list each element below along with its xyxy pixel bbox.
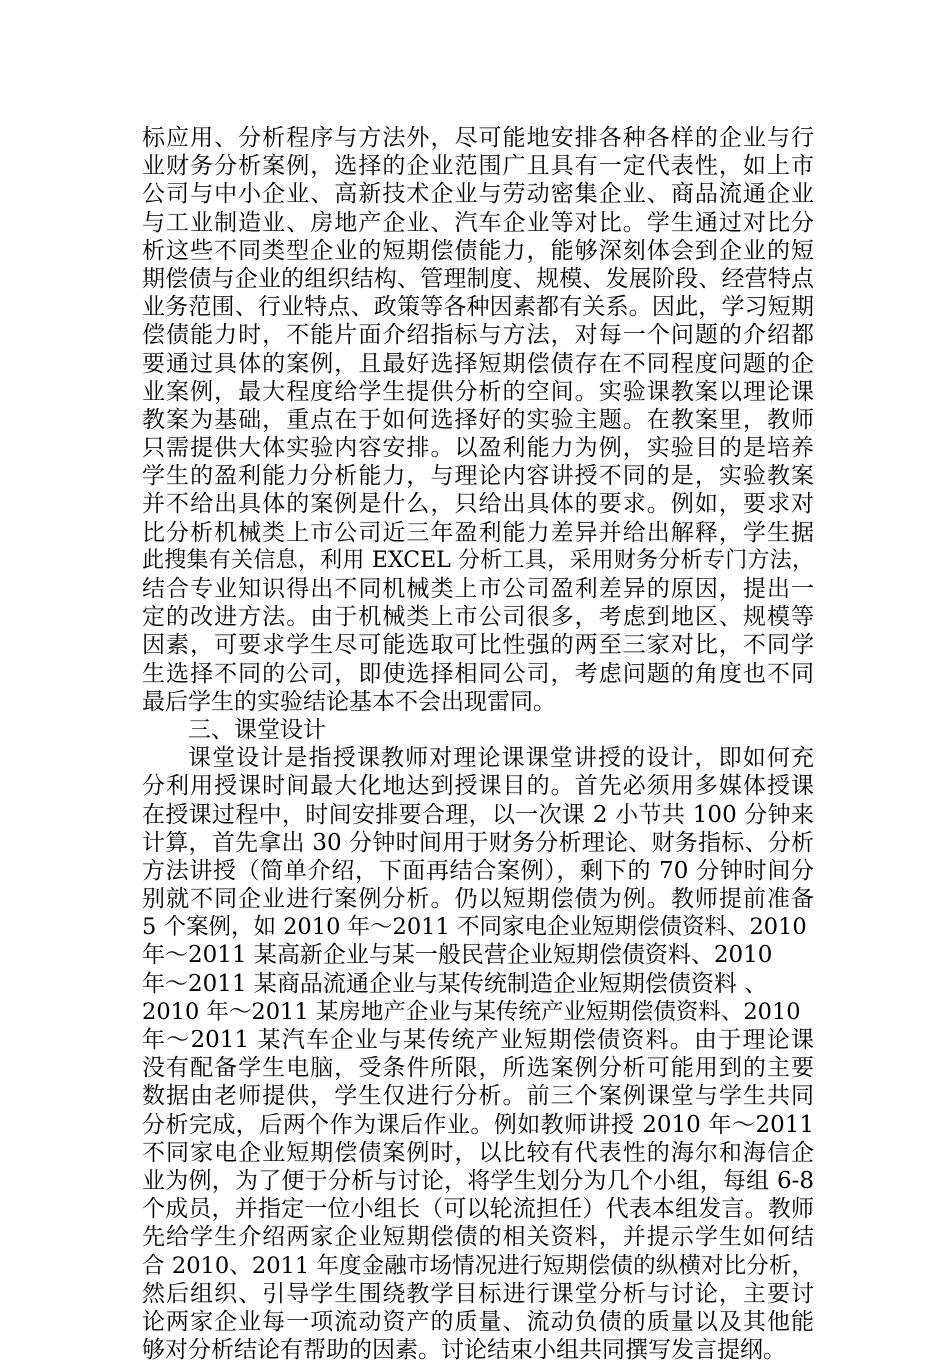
paragraph-line: 期偿债与企业的组织结构、管理制度、规模、发展阶段、经营特点 bbox=[142, 265, 814, 292]
paragraph-line: 因素，可要求学生尽可能选取可比性强的两至三家对比，不同学 bbox=[142, 632, 814, 659]
paragraph-line: 方法讲授（简单介绍，下面再结合案例），剩下的 70 分钟时间分 bbox=[142, 857, 814, 884]
paragraph-2 bbox=[142, 744, 814, 1364]
paragraph-line: 教案为基础，重点在于如何选择好的实验主题。在教案里，教师 bbox=[142, 406, 814, 433]
paragraph-line: 标应用、分析程序与方法外，尽可能地安排各种各样的企业与行 bbox=[142, 125, 814, 151]
paragraph-line: 比分析机械类上市公司近三年盈利能力差异并给出解释，学生据 bbox=[142, 519, 814, 546]
paragraph-line: 在授课过程中，时间安排要合理，以一次课 2 小节共 100 分钟来 bbox=[142, 801, 814, 828]
paragraph-line: 要通过具体的案例，且最好选择短期偿债存在不同程度问题的企 bbox=[142, 350, 814, 377]
paragraph-line: 计算，首先拿出 30 分钟时间用于财务分析理论、财务指标、分析 bbox=[142, 829, 814, 856]
section-heading: 三、课堂设计 bbox=[188, 716, 326, 743]
paragraph-line: 年～2011 某商品流通企业与某传统制造企业短期偿债资料 、 bbox=[142, 970, 768, 997]
paragraph-line: 分析完成，后两个作为课后作业。例如教师讲授 2010 年～2011 bbox=[142, 1111, 814, 1138]
paragraph-line: 年～2011 某高新企业与某一般民营企业短期偿债资料、2010 bbox=[142, 942, 773, 969]
paragraph-line: 业务范围、行业特点、政策等各种因素都有关系。因此，学习短期 bbox=[142, 294, 814, 321]
paragraph-line: 不同家电企业短期偿债案例时，以比较有代表性的海尔和海信企 bbox=[142, 1139, 814, 1166]
paragraph-line: 5 个案例，如 2010 年～2011 不同家电企业短期偿债资料、2010 bbox=[142, 914, 807, 941]
paragraph-line: 课堂设计是指授课教师对理论课课堂讲授的设计，即如何充 bbox=[188, 745, 814, 772]
paragraph-line: 析这些不同类型企业的短期偿债能力，能够深刻体会到企业的短 bbox=[142, 237, 814, 264]
paragraph-line: 偿债能力时，不能片面介绍指标与方法，对每一个问题的介绍都 bbox=[142, 322, 814, 349]
paragraph-line: 合 2010、2011 年度金融市场情况进行短期偿债的纵横对比分析， bbox=[142, 1252, 814, 1279]
paragraph-line: 业财务分析案例，选择的企业范围广且具有一定代表性，如上市 bbox=[142, 153, 814, 180]
paragraph-line: 业案例，最大程度给学生提供分析的空间。实验课教案以理论课 bbox=[142, 378, 814, 405]
paragraph-line: 公司与中小企业、高新技术企业与劳动密集企业、商品流通企业 bbox=[142, 181, 814, 208]
paragraph-line: 数据由老师提供，学生仅进行分析。前三个案例课堂与学生共同 bbox=[142, 1083, 814, 1110]
paragraph-line: 论两家企业每一项流动资产的质量、流动负债的质量以及其他能 bbox=[142, 1308, 814, 1335]
paragraph-line: 业为例，为了便于分析与讨论，将学生划分为几个小组，每组 6-8 bbox=[142, 1167, 814, 1194]
paragraph-line: 够对分析结论有帮助的因素。讨论结束小组共同撰写发言提纲。 bbox=[142, 1337, 786, 1364]
paragraph-1 bbox=[142, 124, 814, 716]
paragraph-line: 只需提供大体实验内容安排。以盈利能力为例，实验目的是培养 bbox=[142, 435, 814, 462]
paragraph-line: 别就不同企业进行案例分析。仍以短期偿债为例。教师提前准备 bbox=[142, 886, 814, 913]
paragraph-line: 与工业制造业、房地产企业、汽车企业等对比。学生通过对比分 bbox=[142, 209, 814, 236]
paragraph-line: 个成员，并指定一位小组长（可以轮流担任）代表本组发言。教师 bbox=[142, 1196, 814, 1223]
paragraph-line: 先给学生介绍两家企业短期偿债的相关资料，并提示学生如何结 bbox=[142, 1224, 814, 1251]
paragraph-line: 此搜集有关信息，利用 EXCEL 分析工具，采用财务分析专门方法， bbox=[142, 547, 814, 573]
paragraph-line: 最后学生的实验结论基本不会出现雷同。 bbox=[142, 688, 556, 715]
paragraph-line: 年～2011 某汽车企业与某传统产业短期偿债资料。由于理论课 bbox=[142, 1027, 814, 1053]
paragraph-line: 并不给出具体的案例是什么，只给出具体的要求。例如，要求对 bbox=[142, 491, 814, 518]
document-body bbox=[142, 124, 814, 1364]
paragraph-line: 2010 年～2011 某房地产企业与某传统产业短期偿债资料、2010 bbox=[142, 998, 801, 1025]
paragraph-line: 定的改进方法。由于机械类上市公司很多，考虑到地区、规模等 bbox=[142, 604, 814, 631]
paragraph-line: 学生的盈利能力分析能力，与理论内容讲授不同的是，实验教案 bbox=[142, 463, 814, 490]
paragraph-line: 没有配备学生电脑，受条件所限，所选案例分析可能用到的主要 bbox=[142, 1055, 814, 1082]
paragraph-line: 结合专业知识得出不同机械类上市公司盈利差异的原因，提出一 bbox=[142, 576, 814, 602]
paragraph-line: 分利用授课时间最大化地达到授课目的。首先必须用多媒体授课 bbox=[142, 773, 814, 800]
paragraph-line: 然后组织、引导学生围绕教学目标进行课堂分析与讨论，主要讨 bbox=[142, 1280, 814, 1307]
paragraph-line: 生选择不同的公司，即使选择相同公司，考虑问题的角度也不同 bbox=[142, 660, 814, 687]
